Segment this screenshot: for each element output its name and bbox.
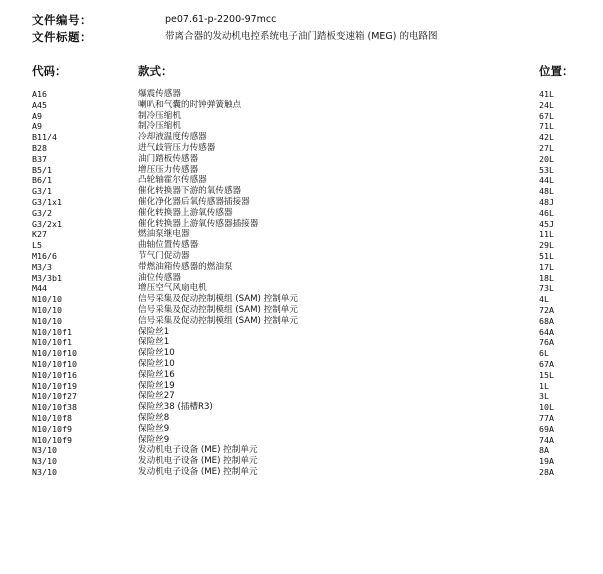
table-row <box>0 208 603 219</box>
table-row <box>0 294 603 305</box>
table-row <box>0 132 603 143</box>
row-description: 进气歧管压力传感器 <box>138 142 216 153</box>
row-description: 增压空气风扇电机 <box>138 283 207 294</box>
table-row <box>0 424 603 435</box>
row-description: 制冷压缩机 <box>138 110 181 121</box>
row-position: 24L <box>539 99 554 110</box>
row-position: 28A <box>539 466 554 477</box>
row-description: 保险丝1 <box>138 326 170 337</box>
row-description: 带燃油箱传感器的燃油泵 <box>138 261 233 272</box>
column-header-position: 位置： <box>539 64 574 78</box>
row-code: B11/4 <box>32 132 57 143</box>
row-code: B37 <box>32 153 47 164</box>
row-position: 3L <box>539 391 549 402</box>
row-code: G3/2 <box>32 207 52 218</box>
row-position: 17L <box>539 261 554 272</box>
row-position: 20L <box>539 153 554 164</box>
row-description: 发动机电子设备 (ME) 控制单元 <box>138 456 258 467</box>
row-position: 11L <box>539 229 554 240</box>
table-row <box>0 262 603 273</box>
table-row <box>0 273 603 284</box>
row-position: 53L <box>539 164 554 175</box>
row-description: 保险丝9 <box>138 423 170 434</box>
row-description: 催化净化器后氧传感器插接器 <box>138 196 250 207</box>
row-position: 48J <box>539 196 554 207</box>
row-position: 73L <box>539 283 554 294</box>
row-code: B28 <box>32 142 47 153</box>
row-position: 69A <box>539 423 554 434</box>
table-row <box>0 229 603 240</box>
row-code: N10/10f16 <box>32 369 77 380</box>
table-row <box>0 445 603 456</box>
row-position: 67L <box>539 110 554 121</box>
row-code: N10/10f10 <box>32 358 77 369</box>
row-description: 油门踏板传感器 <box>138 153 199 164</box>
row-position: 71L <box>539 121 554 132</box>
row-position: 1L <box>539 380 549 391</box>
doc-number-label: 文件编号： <box>32 13 92 27</box>
row-code: A9 <box>32 121 42 132</box>
row-code: A9 <box>32 110 42 121</box>
row-position: 72A <box>539 304 554 315</box>
doc-title-value: 带离合器的发动机电控系统电子油门踏板变速箱 (MEG) 的电路图 <box>165 31 438 42</box>
row-code: G3/2x1 <box>32 218 62 229</box>
table-row <box>0 316 603 327</box>
parts-list <box>0 89 603 478</box>
row-position: 41L <box>539 89 554 99</box>
row-position: 68A <box>539 315 554 326</box>
row-description: 增压压力传感器 <box>138 164 199 175</box>
table-row <box>0 175 603 186</box>
table-row <box>0 197 603 208</box>
row-code: N10/10f19 <box>32 380 77 391</box>
row-position: 19A <box>539 456 554 467</box>
doc-number-value: pe07.61-p-2200-97mcc <box>165 14 277 25</box>
row-code: A16 <box>32 89 47 99</box>
row-code: L5 <box>32 240 42 251</box>
row-description: 保险丝1 <box>138 337 170 348</box>
row-code: N3/10 <box>32 456 57 467</box>
row-code: N10/10f27 <box>32 391 77 402</box>
row-description: 爆震传感器 <box>138 89 181 99</box>
row-code: N10/10f1 <box>32 326 72 337</box>
row-description: 冷却液温度传感器 <box>138 132 207 143</box>
row-description: 保险丝27 <box>138 391 175 402</box>
row-code: N10/10f10 <box>32 348 77 359</box>
table-row <box>0 391 603 402</box>
row-position: 64A <box>539 326 554 337</box>
row-code: A45 <box>32 99 47 110</box>
table-row <box>0 467 603 478</box>
row-description: 催化转换器下游的氧传感器 <box>138 186 242 197</box>
row-code: N10/10f1 <box>32 337 72 348</box>
row-position: 18L <box>539 272 554 283</box>
row-position: 46L <box>539 207 554 218</box>
row-description: 喇叭和气囊的时钟弹簧触点 <box>138 99 242 110</box>
row-code: G3/1 <box>32 186 52 197</box>
row-position: 48L <box>539 186 554 197</box>
table-row <box>0 370 603 381</box>
row-description: 凸轮轴霍尔传感器 <box>138 175 207 186</box>
row-code: B6/1 <box>32 175 52 186</box>
row-position: 4L <box>539 294 549 305</box>
row-code: N3/10 <box>32 445 57 456</box>
table-row <box>0 100 603 111</box>
row-position: 51L <box>539 250 554 261</box>
row-code: K27 <box>32 229 47 240</box>
row-position: 74A <box>539 434 554 445</box>
row-code: M16/6 <box>32 250 57 261</box>
table-row <box>0 251 603 262</box>
row-position: 45J <box>539 218 554 229</box>
table-row <box>0 165 603 176</box>
table-row <box>0 402 603 413</box>
row-description: 保险丝9 <box>138 434 170 445</box>
table-row <box>0 413 603 424</box>
row-code: N10/10f8 <box>32 412 72 423</box>
row-position: 27L <box>539 142 554 153</box>
row-description: 保险丝10 <box>138 358 175 369</box>
row-code: N3/10 <box>32 466 57 477</box>
column-header-code: 代码： <box>32 64 67 78</box>
row-description: 制冷压缩机 <box>138 121 181 132</box>
row-description: 曲轴位置传感器 <box>138 240 199 251</box>
row-description: 保险丝10 <box>138 348 175 359</box>
row-position: 8A <box>539 445 549 456</box>
table-row <box>0 337 603 348</box>
row-description: 保险丝19 <box>138 380 175 391</box>
row-code: G3/1x1 <box>32 196 62 207</box>
table-row <box>0 435 603 446</box>
row-description: 油位传感器 <box>138 272 181 283</box>
row-description: 燃油泵继电器 <box>138 229 190 240</box>
table-row <box>0 219 603 230</box>
table-row <box>0 111 603 122</box>
row-position: 6L <box>539 348 549 359</box>
row-description: 保险丝38 (插槽R3) <box>138 402 213 413</box>
row-position: 10L <box>539 402 554 413</box>
row-position: 42L <box>539 132 554 143</box>
row-position: 77A <box>539 412 554 423</box>
table-row <box>0 381 603 392</box>
row-code: N10/10f9 <box>32 423 72 434</box>
column-header-model: 款式： <box>138 64 173 78</box>
row-description: 催化转换器上游氧传感器 <box>138 207 233 218</box>
row-code: N10/10 <box>32 304 62 315</box>
row-code: B5/1 <box>32 164 52 175</box>
row-position: 29L <box>539 240 554 251</box>
row-position: 15L <box>539 369 554 380</box>
table-row <box>0 240 603 251</box>
row-description: 信号采集及促动控制模组 (SAM) 控制单元 <box>138 304 298 315</box>
row-description: 发动机电子设备 (ME) 控制单元 <box>138 445 258 456</box>
table-row <box>0 121 603 132</box>
doc-title-label: 文件标题： <box>32 30 92 44</box>
row-code: N10/10 <box>32 315 62 326</box>
row-description: 节气门促动器 <box>138 250 190 261</box>
table-row <box>0 143 603 154</box>
table-row <box>0 359 603 370</box>
row-description: 信号采集及促动控制模组 (SAM) 控制单元 <box>138 315 298 326</box>
row-code: M44 <box>32 283 47 294</box>
row-code: N10/10f9 <box>32 434 72 445</box>
row-description: 催化转换器上游氧传感器插接器 <box>138 218 259 229</box>
row-position: 44L <box>539 175 554 186</box>
table-row <box>0 348 603 359</box>
row-description: 发动机电子设备 (ME) 控制单元 <box>138 466 258 477</box>
row-description: 保险丝16 <box>138 369 175 380</box>
row-position: 76A <box>539 337 554 348</box>
row-position: 67A <box>539 358 554 369</box>
row-code: M3/3b1 <box>32 272 62 283</box>
table-row <box>0 186 603 197</box>
table-row <box>0 327 603 338</box>
row-description: 保险丝8 <box>138 412 170 423</box>
row-code: N10/10f38 <box>32 402 77 413</box>
row-code: N10/10 <box>32 294 62 305</box>
table-row <box>0 283 603 294</box>
table-row <box>0 305 603 316</box>
table-row <box>0 154 603 165</box>
row-description: 信号采集及促动控制模组 (SAM) 控制单元 <box>138 294 298 305</box>
table-row <box>0 89 603 100</box>
row-code: M3/3 <box>32 261 52 272</box>
table-row <box>0 456 603 467</box>
